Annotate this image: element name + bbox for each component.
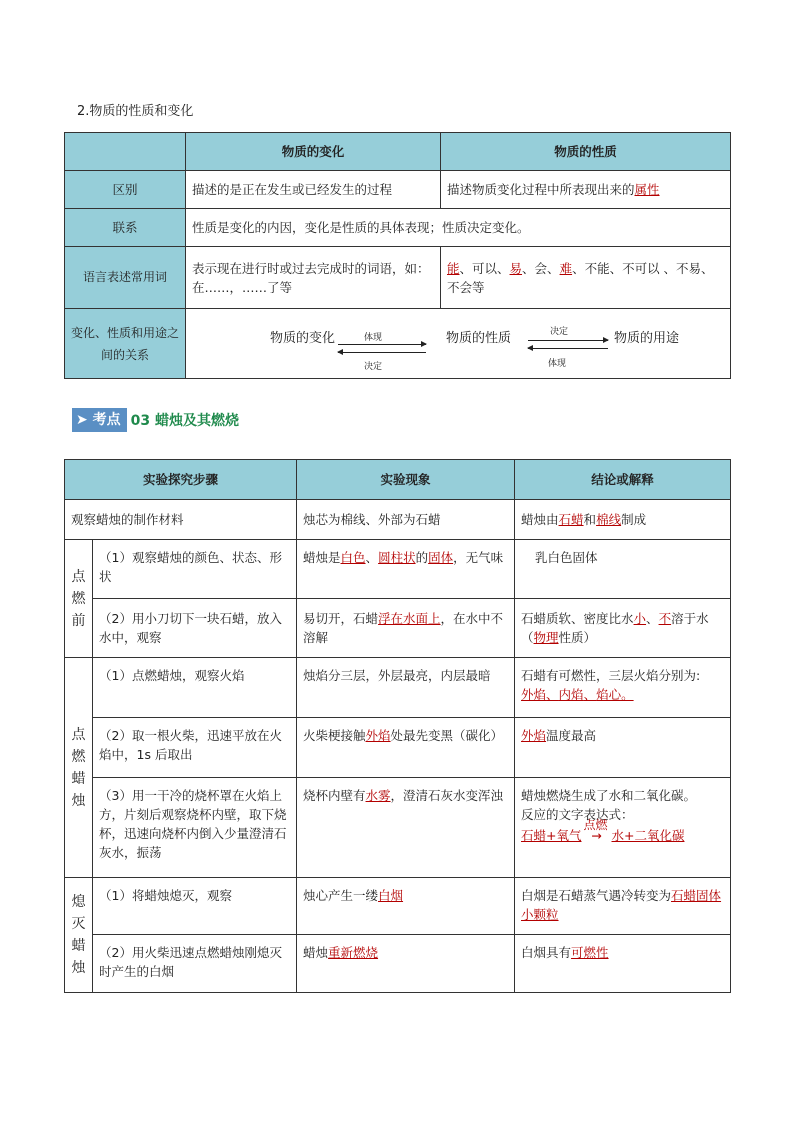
group-extinguish: 熄灭蜡烛 — [65, 878, 93, 993]
property-change-table — [64, 132, 731, 379]
obs-relight: 蜡烛重新燃烧 — [297, 935, 515, 993]
concl-beaker-test: 蜡烛燃烧生成了水和二氧化碳。 反应的文字表达式： 石蜡+氧气 点燃 → 水+二氧化碳 — [515, 778, 731, 878]
step-materials: 观察蜡烛的制作材料 — [65, 500, 297, 540]
cell-property-desc: 描述物质变化过程中所表现出来的属性 — [441, 171, 731, 209]
concl-relight: 白烟具有可燃性 — [515, 935, 731, 993]
step-light-candle: （1）点燃蜡烛，观察火焰 — [93, 658, 297, 718]
concl-extinguish: 白烟是石蜡蒸气遇冷转变为石蜡固体小颗粒 — [515, 878, 731, 935]
obs-match-test: 火柴梗接触外焰处最先变黑（碳化） — [297, 718, 515, 778]
obs-color-shape: 蜡烛是白色、圆柱状的固体，无气味 — [297, 540, 515, 599]
step-match-test: （2）取一根火柴，迅速平放在火焰中，1s 后取出 — [93, 718, 297, 778]
cell-property-words: 能、可以、易、会、难、不能、不可以 、不易、不会等 — [441, 247, 731, 309]
obs-extinguish: 烛心产生一缕白烟 — [297, 878, 515, 935]
kaodian-badge: ➤ 考点 — [72, 408, 127, 432]
obs-light-candle: 烛焰分三层，外层最亮，内层最暗 — [297, 658, 515, 718]
concl-color-shape: 乳白色固体 — [515, 540, 731, 599]
group-lighting: 点燃蜡烛 — [65, 658, 93, 878]
arrow1-top-label: 体现 — [364, 332, 383, 343]
group-before-lighting: 点燃前 — [65, 540, 93, 658]
node-change: 物质的变化 — [270, 330, 336, 346]
header-conclusion: 结论或解释 — [515, 460, 731, 500]
concl-cut-wax: 石蜡质软、密度比水小、不溶于水（物理性质） — [515, 599, 731, 658]
header-steps: 实验探究步骤 — [65, 460, 297, 500]
cell-change-words: 表示现在进行时或过去完成时的词语，如：在……，……了等 — [186, 247, 441, 309]
step-color-shape: （1）观察蜡烛的颜色、状态、形状 — [93, 540, 297, 599]
step-extinguish: （1）将蜡烛熄灭，观察 — [93, 878, 297, 935]
header-blank — [65, 133, 186, 171]
section-title: 2.物质的性质和变化 — [77, 104, 194, 119]
arrow-right-1 — [338, 344, 426, 345]
concl-light-candle: 石蜡有可燃性，三层火焰分别为: 外焰、内焰、焰心。 — [515, 658, 731, 718]
concl-materials: 蜡烛由石蜡和棉线制成 — [515, 500, 731, 540]
row-label-distinguish: 区别 — [65, 171, 186, 209]
obs-materials: 烛芯为棉线、外部为石蜡 — [297, 500, 515, 540]
arrow1-bottom-label: 决定 — [364, 361, 383, 372]
kaodian-title: 03 蜡烛及其燃烧 — [130, 413, 239, 429]
node-use: 物质的用途 — [614, 330, 680, 346]
concl-match-test: 外焰温度最高 — [515, 718, 731, 778]
header-change: 物质的变化 — [186, 133, 441, 171]
arrow-left-1 — [338, 352, 426, 353]
candle-experiment-table — [64, 459, 731, 993]
row-label-relation: 变化、性质和用途之间的关系 — [65, 309, 186, 379]
arrow2-top-label: 决定 — [550, 326, 569, 337]
arrow-right-2 — [528, 340, 608, 341]
step-relight: （2）用火柴迅速点燃蜡烛刚熄灭时产生的白烟 — [93, 935, 297, 993]
obs-beaker-test: 烧杯内壁有水雾，澄清石灰水变浑浊 — [297, 778, 515, 878]
header-property: 物质的性质 — [441, 133, 731, 171]
relation-diagram — [186, 309, 731, 379]
step-cut-wax: （2）用小刀切下一块石蜡，放入水中，观察 — [93, 599, 297, 658]
step-beaker-test: （3）用一干冷的烧杯罩在火焰上方，片刻后观察烧杯内壁，取下烧杯，迅速向烧杯内倒入少量澄清石灰水，振荡 — [93, 778, 297, 878]
word-equation: 石蜡+氧气 点燃 → 水+二氧化碳 — [521, 818, 685, 843]
arrow-left-2 — [528, 348, 608, 349]
kaodian-heading — [72, 408, 239, 432]
row-label-connection: 联系 — [65, 209, 186, 247]
cell-connection: 性质是变化的内因，变化是性质的具体表现；性质决定变化。 — [186, 209, 731, 247]
row-label-words: 语言表述常用词 — [65, 247, 186, 309]
arrow2-bottom-label: 体现 — [548, 358, 567, 369]
cell-change-desc: 描述的是正在发生或已经发生的过程 — [186, 171, 441, 209]
header-observation: 实验现象 — [297, 460, 515, 500]
node-property: 物质的性质 — [446, 330, 512, 346]
obs-cut-wax: 易切开，石蜡浮在水面上，在水中不溶解 — [297, 599, 515, 658]
